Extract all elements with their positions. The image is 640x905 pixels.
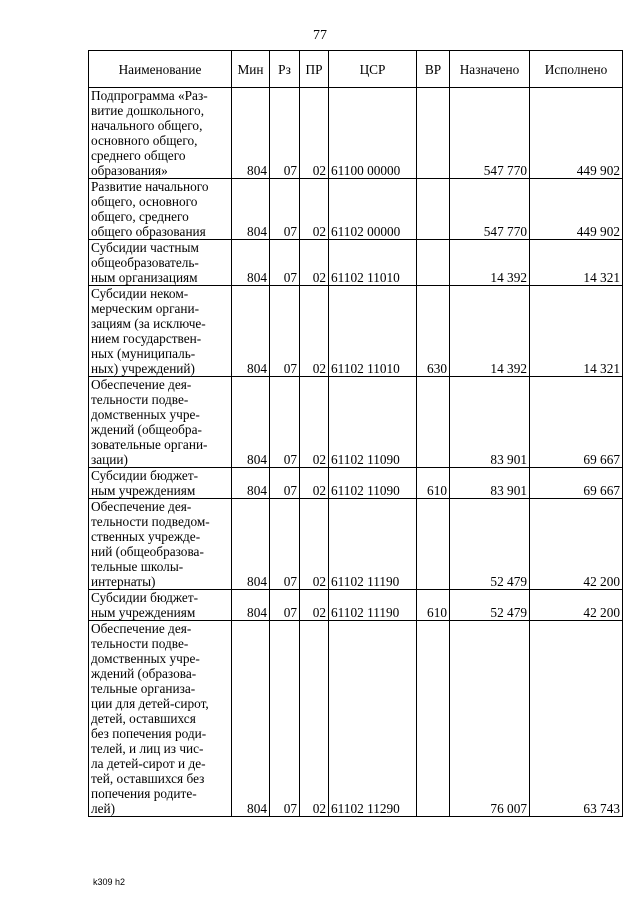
executed-amount-cell: 63 743	[530, 621, 623, 817]
section-cell: 07	[270, 240, 300, 286]
executed-amount-cell: 42 200	[530, 590, 623, 621]
row-name-line: витие дошкольного,	[91, 103, 205, 118]
row-name-line: попечения родите-	[91, 786, 197, 801]
ministry-cell: 804	[232, 88, 270, 179]
footer-code: k309 h2	[93, 877, 126, 887]
assigned-amount-cell: 14 392	[450, 240, 530, 286]
target-article-cell: 61102 11010	[329, 240, 417, 286]
expense-type-cell	[417, 621, 450, 817]
row-name-line: Обеспечение дея-	[91, 621, 192, 636]
table-row	[89, 240, 623, 286]
row-name-line: ции для детей-сирот,	[91, 696, 209, 711]
row-name-line: общего образования	[91, 224, 206, 239]
table-row	[89, 377, 623, 468]
assigned-amount-cell: 14 392	[450, 286, 530, 377]
table-row	[89, 590, 623, 621]
ministry-cell: 804	[232, 240, 270, 286]
row-name-cell	[89, 377, 232, 468]
assigned-amount-cell: 76 007	[450, 621, 530, 817]
executed-amount-cell: 449 902	[530, 179, 623, 240]
row-name-line: Обеспечение дея-	[91, 499, 192, 514]
ministry-cell: 804	[232, 499, 270, 590]
row-name-line: начального общего,	[91, 118, 203, 133]
table-body	[89, 88, 623, 817]
assigned-amount-cell: 52 479	[450, 590, 530, 621]
row-name-line: Субсидии бюджет-	[91, 468, 199, 483]
column-header-ministry: Мин	[232, 51, 270, 88]
row-name-line: Подпрограмма «Раз-	[91, 88, 208, 103]
row-name-cell	[89, 286, 232, 377]
table-row	[89, 468, 623, 499]
subsection-cell: 02	[300, 590, 329, 621]
row-name-cell	[89, 179, 232, 240]
assigned-amount-cell: 83 901	[450, 377, 530, 468]
row-name-cell	[89, 468, 232, 499]
row-name-cell	[89, 621, 232, 817]
row-name-line: основного общего,	[91, 133, 198, 148]
section-cell: 07	[270, 88, 300, 179]
row-name-line: нием государствен-	[91, 331, 202, 346]
subsection-cell: 02	[300, 240, 329, 286]
expense-type-cell: 630	[417, 286, 450, 377]
row-name-line: ственных учрежде-	[91, 529, 201, 544]
row-name-line: ных (муниципаль-	[91, 346, 196, 361]
subsection-cell: 02	[300, 621, 329, 817]
row-name-line: мерческим органи-	[91, 301, 200, 316]
ministry-cell: 804	[232, 179, 270, 240]
row-name-cell	[89, 240, 232, 286]
row-name-line: Развитие начального	[91, 179, 209, 194]
table-row	[89, 499, 623, 590]
column-header-name: Наименование	[89, 51, 232, 88]
row-name-line: домственных учре-	[91, 407, 200, 422]
row-name-line: образования»	[91, 163, 168, 178]
page-number: 77	[313, 28, 327, 43]
target-article-cell: 61102 11090	[329, 377, 417, 468]
row-name-line: домственных учре-	[91, 651, 200, 666]
row-name-line: среднего общего	[91, 148, 186, 163]
ministry-cell: 804	[232, 468, 270, 499]
row-name-line: детей, оставшихся	[91, 711, 196, 726]
column-header-executed: Исполнено	[530, 51, 623, 88]
expense-type-cell	[417, 179, 450, 240]
table-row	[89, 179, 623, 240]
row-name-line: тей, оставшихся без	[91, 771, 205, 786]
table-row	[89, 88, 623, 179]
expense-type-cell: 610	[417, 590, 450, 621]
row-name-line: лей)	[91, 801, 116, 816]
column-header-subsection: ПР	[300, 51, 329, 88]
assigned-amount-cell: 83 901	[450, 468, 530, 499]
column-header-assigned: Назначено	[450, 51, 530, 88]
ministry-cell: 804	[232, 621, 270, 817]
section-cell: 07	[270, 286, 300, 377]
target-article-cell: 61102 11190	[329, 499, 417, 590]
row-name-line: ным организациям	[91, 270, 198, 285]
subsection-cell: 02	[300, 377, 329, 468]
column-header-target-article: ЦСР	[329, 51, 417, 88]
ministry-cell: 804	[232, 286, 270, 377]
row-name-line: тельности подве-	[91, 392, 189, 407]
section-cell: 07	[270, 179, 300, 240]
target-article-cell: 61102 11010	[329, 286, 417, 377]
target-article-cell: 61102 11290	[329, 621, 417, 817]
expense-type-cell	[417, 377, 450, 468]
row-name-line: без попечения роди-	[91, 726, 207, 741]
row-name-line: ла детей-сирот и де-	[91, 756, 206, 771]
target-article-cell: 61100 00000	[329, 88, 417, 179]
table-row	[89, 286, 623, 377]
executed-amount-cell: 449 902	[530, 88, 623, 179]
ministry-cell: 804	[232, 590, 270, 621]
section-cell: 07	[270, 590, 300, 621]
subsection-cell: 02	[300, 179, 329, 240]
row-name-line: ным учреждениям	[91, 483, 196, 498]
row-name-line: общего, среднего	[91, 209, 189, 224]
row-name-line: ждений (образова-	[91, 666, 197, 681]
assigned-amount-cell: 547 770	[450, 179, 530, 240]
row-name-line: Субсидии бюджет-	[91, 590, 199, 605]
subsection-cell: 02	[300, 468, 329, 499]
row-name-line: зовательные органи-	[91, 437, 208, 452]
row-name-line: Обеспечение дея-	[91, 377, 192, 392]
column-header-expense-type: ВР	[417, 51, 450, 88]
row-name-line: тельности подве-	[91, 636, 189, 651]
table-row	[89, 621, 623, 817]
executed-amount-cell: 14 321	[530, 240, 623, 286]
row-name-line: тельные организа-	[91, 681, 196, 696]
subsection-cell: 02	[300, 88, 329, 179]
column-header-section: Рз	[270, 51, 300, 88]
row-name-line: общего, основного	[91, 194, 198, 209]
executed-amount-cell: 69 667	[530, 377, 623, 468]
row-name-cell	[89, 499, 232, 590]
row-name-line: ных) учреждений)	[91, 361, 195, 376]
ministry-cell: 804	[232, 377, 270, 468]
row-name-cell	[89, 590, 232, 621]
expense-type-cell	[417, 88, 450, 179]
row-name-line: Субсидии неком-	[91, 286, 189, 301]
row-name-line: телей, и лиц из чис-	[91, 741, 204, 756]
section-cell: 07	[270, 499, 300, 590]
expense-type-cell	[417, 240, 450, 286]
target-article-cell: 61102 11190	[329, 590, 417, 621]
section-cell: 07	[270, 468, 300, 499]
row-name-line: ждений (общеобра-	[91, 422, 202, 437]
executed-amount-cell: 42 200	[530, 499, 623, 590]
section-cell: 07	[270, 377, 300, 468]
table-header-row	[89, 51, 623, 88]
row-name-line: зации)	[91, 452, 128, 467]
assigned-amount-cell: 547 770	[450, 88, 530, 179]
row-name-line: ний (общеобразова-	[91, 544, 204, 559]
row-name-line: тельные школы-	[91, 559, 184, 574]
executed-amount-cell: 14 321	[530, 286, 623, 377]
row-name-cell	[89, 88, 232, 179]
row-name-line: общеобразователь-	[91, 255, 199, 270]
subsection-cell: 02	[300, 499, 329, 590]
assigned-amount-cell: 52 479	[450, 499, 530, 590]
budget-execution-table	[88, 50, 623, 817]
executed-amount-cell: 69 667	[530, 468, 623, 499]
subsection-cell: 02	[300, 286, 329, 377]
row-name-line: интернаты)	[91, 574, 156, 589]
row-name-line: Субсидии частным	[91, 240, 199, 255]
row-name-line: зациям (за исключе-	[91, 316, 206, 331]
target-article-cell: 61102 11090	[329, 468, 417, 499]
row-name-line: тельности подведом-	[91, 514, 210, 529]
expense-type-cell	[417, 499, 450, 590]
section-cell: 07	[270, 621, 300, 817]
expense-type-cell: 610	[417, 468, 450, 499]
target-article-cell: 61102 00000	[329, 179, 417, 240]
row-name-line: ным учреждениям	[91, 605, 196, 620]
